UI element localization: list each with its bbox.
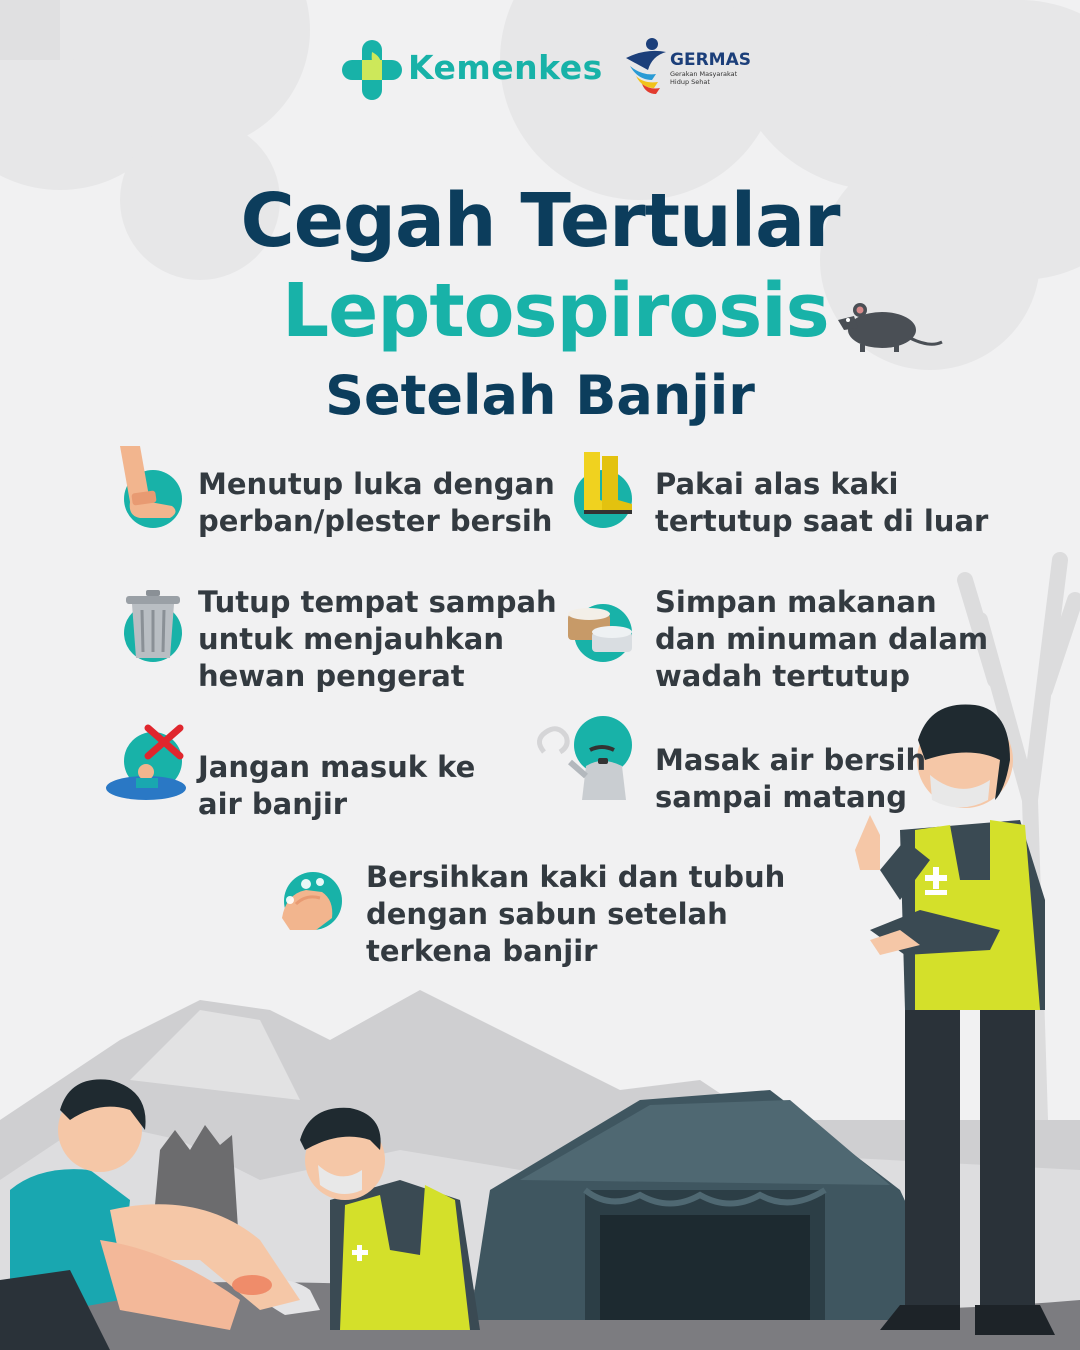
tip-line: sampai matang	[655, 780, 908, 814]
tip-line: Tutup tempat sampah	[198, 585, 557, 619]
germas-subtitle-line: Gerakan Masyarakat	[670, 70, 738, 78]
rubber-boots-icon	[578, 448, 638, 518]
germas-logo-icon	[622, 36, 670, 94]
bandaged-leg-icon	[110, 442, 186, 534]
tip-line: dengan sabun setelah	[366, 897, 728, 931]
tip-flood	[198, 749, 475, 823]
tip-line: untuk menjauhkan	[198, 622, 505, 656]
tip-boil	[655, 742, 926, 816]
kemenkes-logo-text: Kemenkes	[408, 48, 603, 87]
tip-line: Pakai alas kaki	[655, 467, 899, 501]
germas-subtitle-line: Hidup Sehat	[670, 78, 710, 86]
germas-logo-text: GERMAS	[670, 50, 751, 70]
tip-boots	[655, 466, 988, 540]
tip-line: Jangan masuk ke	[198, 750, 476, 784]
tip-line: dan minuman dalam	[655, 622, 989, 656]
food-container-icon	[566, 604, 636, 656]
tip-line: hewan pengerat	[198, 659, 465, 693]
tip-line: terkena banjir	[366, 934, 598, 968]
hand-washing-icon	[276, 870, 344, 936]
no-flood-icon	[104, 722, 190, 804]
rat-icon	[830, 298, 945, 356]
germas-subtitle	[670, 70, 737, 86]
tip-trash	[198, 584, 557, 695]
kemenkes-logo-icon	[340, 38, 404, 102]
tip-wash	[366, 859, 785, 970]
tip-line: Masak air bersih	[655, 743, 927, 777]
tip-line: tertutup saat di luar	[655, 504, 989, 538]
kettle-icon	[530, 722, 634, 804]
tip-wound	[198, 466, 555, 540]
title-line-1: Cegah Tertular	[240, 178, 840, 264]
tip-food	[655, 584, 988, 695]
title-line-2: Leptospirosis	[282, 268, 829, 354]
tip-line: Menutup luka dengan	[198, 467, 555, 501]
tip-line: air banjir	[198, 787, 348, 821]
tip-line: Bersihkan kaki dan tubuh	[366, 860, 786, 894]
tip-line: perban/plester bersih	[198, 504, 553, 538]
trash-can-icon	[124, 588, 182, 660]
tip-line: wadah tertutup	[655, 659, 911, 693]
title-line-3: Setelah Banjir	[325, 364, 755, 427]
tip-line: Simpan makanan	[655, 585, 937, 619]
